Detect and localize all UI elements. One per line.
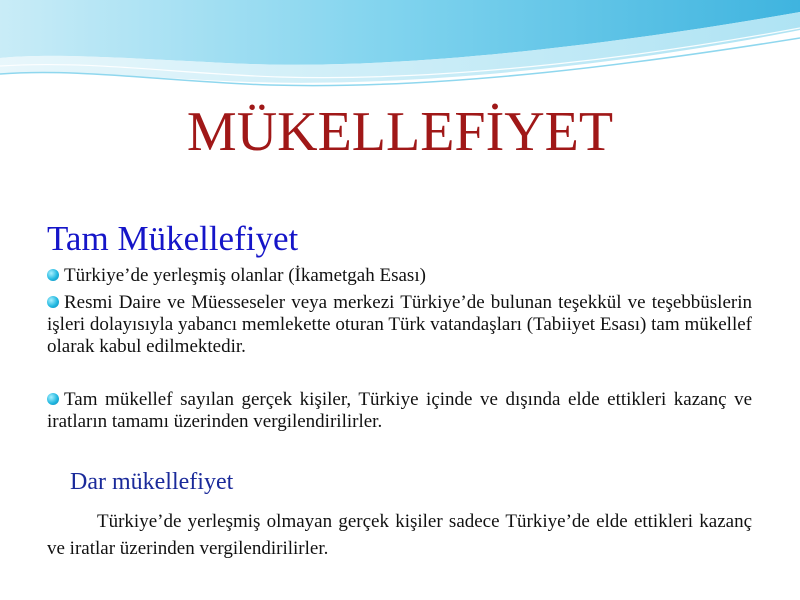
slide-title: MÜKELLEFİYET: [186, 101, 614, 163]
bullet-text: Tam mükellef sayılan gerçek kişiler, Türkiye içinde ve dışında elde ettikleri kazanç ve iratların tamamı üzerinden vergilendirilirler.: [47, 389, 752, 432]
section-heading-dar-mukellefiyet: Dar mükellefiyet: [70, 469, 234, 495]
section-heading-tam-mukellefiyet: Tam Mükellefiyet: [47, 219, 299, 258]
bullet-dot-icon: [47, 393, 59, 405]
bullet-text: Resmi Daire ve Müesseseler veya merkezi Türkiye’de bulunan teşekkül ve teşebbüslerin işleri dolayısıyla yabancı memlekette oturan Türk vatandaşları (Tabiiyet Esası) tam mükellef olarak kabul edilmektedir.: [47, 292, 752, 357]
paragraph-text: Türkiye’de yerleşmiş olmayan gerçek kişiler sadece Türkiye’de elde ettikleri kazanç ve iratlar üzerinden vergilendirilirler.: [47, 511, 752, 559]
bullet-dot-icon: [47, 296, 59, 308]
bullet-item-2: [47, 292, 752, 358]
header-wave-decoration: [0, 0, 800, 95]
bullet-text: Türkiye’de yerleşmiş olanlar (İkametgah Esası): [64, 265, 426, 286]
dar-mukellefiyet-paragraph: [47, 508, 752, 562]
bullet-item-1: [47, 265, 752, 287]
bullet-dot-icon: [47, 269, 59, 281]
bullet-item-3: [47, 389, 752, 433]
